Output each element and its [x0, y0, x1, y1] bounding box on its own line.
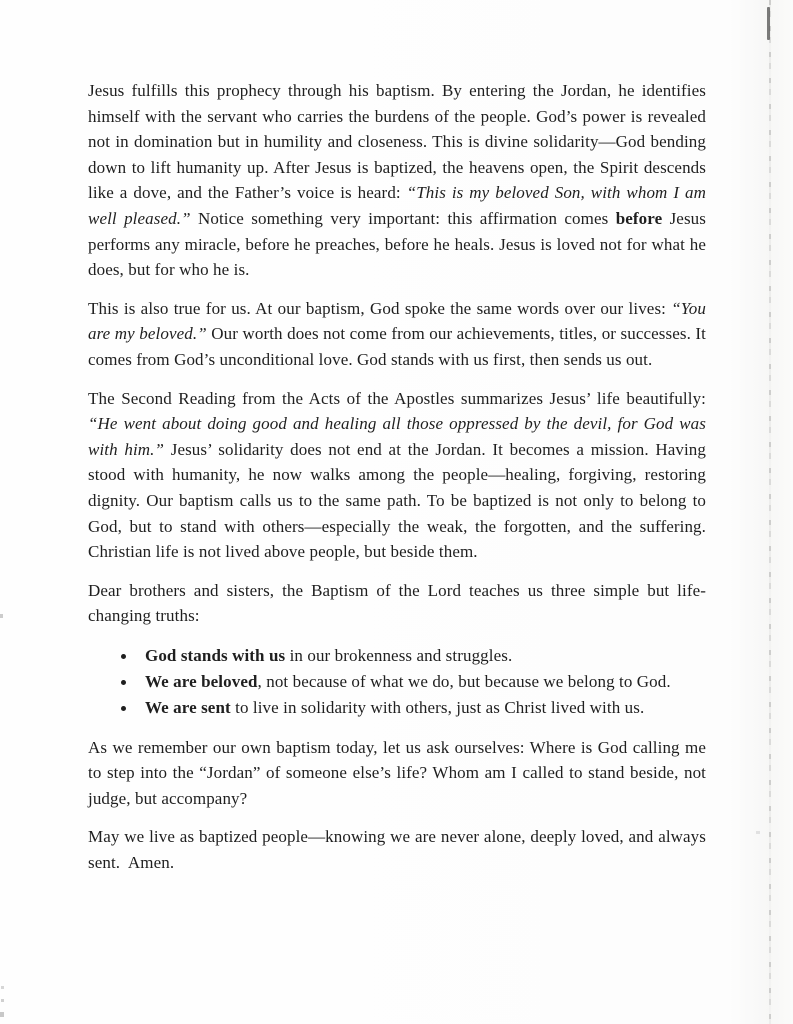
scan-artifact-mark	[1, 986, 4, 989]
truth-lead: We are beloved	[145, 671, 258, 691]
scan-artifact-mark	[756, 831, 760, 834]
scan-artifact-right-edge-line	[769, 0, 771, 1024]
paragraph-baptism-fulfillment	[88, 78, 706, 283]
scan-artifact-mark	[0, 614, 3, 618]
scripture-quote: “You are my beloved.”	[88, 298, 706, 344]
scripture-quote: “He went about doing good and healing all those oppressed by the devil, for God was with him.”	[88, 414, 706, 459]
truth-rest: , not because of what we do, but because we belong to God.	[257, 671, 671, 691]
paragraph-ask-ourselves: As we remember our own baptism today, let us ask ourselves: Where is God calling me to step into the “Jordan” of someone else’s life? Whom am I called to stand beside, not judge, but accompany?	[88, 737, 706, 808]
document-text-block	[88, 78, 706, 889]
bullet-icon	[121, 706, 126, 711]
emphasis-word: before	[615, 208, 663, 228]
list-item	[121, 669, 706, 695]
paragraph-text: Jesus’ solidarity does not end at the Jordan. It becomes a mission. Having stood with humanity, he now walks among the people—healing, forgiving, restoring dignity. Our baptism calls us to the same path. To be baptized is not only to belong to God, but to stand with others—especially the weak, the forgotten, and the suffering. Christian life is not lived above people, but beside them.	[88, 439, 706, 562]
scan-artifact-top-right-dash	[767, 7, 770, 40]
scan-artifact-mark	[0, 1012, 4, 1017]
paragraph-second-reading	[88, 386, 706, 565]
truth-rest: to live in solidarity with others, just as Christ lived with us.	[230, 698, 645, 718]
paragraph-text: The Second Reading from the Acts of the Apostles summarizes Jesus’ life beautifully:	[88, 388, 706, 408]
truth-rest: in our brokenness and struggles.	[285, 645, 513, 665]
truth-lead: God stands with us	[145, 645, 286, 665]
bullet-icon	[121, 654, 126, 659]
paragraph-text: This is also true for us. At our baptism, God spoke the same words over our lives:	[88, 298, 672, 318]
bullet-icon	[121, 680, 126, 685]
paragraph-text: Notice something very important: this affirmation comes	[190, 208, 616, 228]
list-item	[121, 643, 706, 669]
paragraph-closing-amen: May we live as baptized people—knowing we are never alone, deeply loved, and always sent. Amen.	[88, 827, 706, 873]
paragraph-true-for-us	[88, 296, 706, 373]
paragraph-text: Our worth does not come from our achievements, titles, or successes. It comes from God’s unconditional love. God stands with us first, then sends us out.	[88, 324, 706, 369]
truth-lead: We are sent	[145, 698, 231, 718]
truths-bullet-list	[88, 643, 706, 721]
paragraph-text: Jesus fulfills this prophecy through his baptism. By entering the Jordan, he identifies himself with the servant who carries the burdens of the people. God’s power is revealed not in domination but in humility and closeness. This is divine solidarity—God bending down to lift humanity up. After Jesus is baptized, the heavens open, the Spirit descends like a dove, and the Father’s voice is heard:	[88, 81, 706, 203]
scan-artifact-mark	[1, 999, 4, 1002]
paragraph-text: Jesus performs any miracle, before he preaches, before he heals. Jesus is loved not for what he does, but for who he is.	[88, 208, 706, 280]
list-item	[121, 695, 706, 721]
paragraph-three-truths-intro: Dear brothers and sisters, the Baptism of the Lord teaches us three simple but life-changing truths:	[88, 580, 706, 626]
scripture-quote: “This is my beloved Son, with whom I am well pleased.”	[88, 183, 706, 228]
